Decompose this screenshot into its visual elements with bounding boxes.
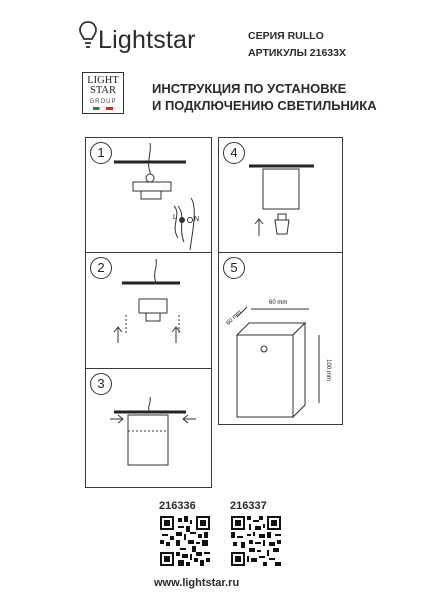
step-number: 4 <box>223 142 245 164</box>
website-link[interactable]: www.lightstar.ru <box>154 577 240 589</box>
step-number: 2 <box>90 257 112 279</box>
step-3-panel <box>85 368 212 488</box>
qr-code-icon[interactable] <box>160 516 210 566</box>
step-number: 3 <box>90 373 112 395</box>
document-title-line-2: И ПОДКЛЮЧЕНИЮ СВЕТИЛЬНИКА <box>152 98 377 113</box>
step-2-panel <box>85 252 212 370</box>
lightbulb-logo-icon <box>78 20 98 56</box>
italian-flag-icon <box>93 107 113 110</box>
qr-code-icon[interactable] <box>231 516 281 566</box>
logo-line-2: STAR <box>90 85 116 96</box>
dimension-height-label: 100 mm <box>324 359 331 381</box>
lightstar-group-logo <box>82 72 124 114</box>
dimension-width-label: 60 mm <box>269 300 288 306</box>
product-code-2: 216337 <box>230 500 267 512</box>
step-number: 1 <box>90 142 112 164</box>
wire-live-label: L <box>173 214 177 221</box>
step-number: 5 <box>223 257 245 279</box>
brand-name: Lightstar <box>98 26 196 54</box>
step-5-panel <box>218 252 343 425</box>
wire-neutral-label: N <box>194 216 200 223</box>
articles-label: АРТИКУЛЫ 21633X <box>248 47 346 59</box>
product-code-1: 216336 <box>159 500 196 512</box>
dimensions-diagram <box>219 253 344 426</box>
step-4-panel <box>218 137 343 253</box>
dimension-depth-label: 60 mm <box>225 309 243 327</box>
document-title-line-1: ИНСТРУКЦИЯ ПО УСТАНОВКЕ <box>152 81 347 96</box>
step-1-panel <box>85 137 212 253</box>
series-label: СЕРИЯ RULLO <box>248 30 324 42</box>
logo-line-3: GROUP <box>89 99 117 105</box>
logo-line-1: LIGHT <box>87 75 119 86</box>
